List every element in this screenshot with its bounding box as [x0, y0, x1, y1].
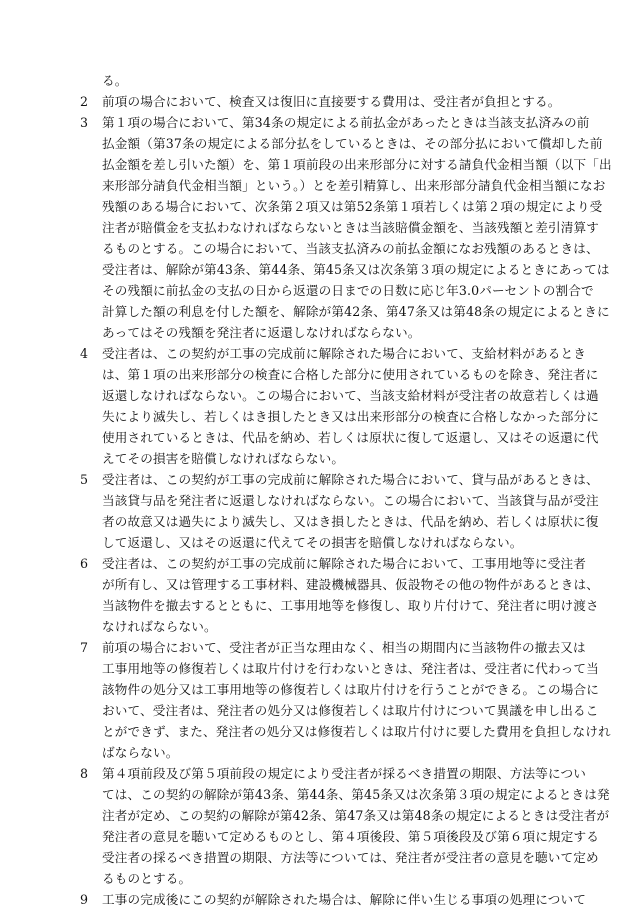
paragraph-text: 工事の完成後にこの契約が解除された場合は、解除に伴い生じる事項の処理について	[102, 892, 587, 907]
paragraph-number: 9	[80, 892, 89, 907]
paragraph-text: る。	[102, 73, 128, 88]
paragraph-text: 受注者は、この契約が工事の完成前に解除された場合において、支給材料があるとき	[102, 346, 587, 361]
text-line	[80, 280, 594, 301]
text-line	[80, 868, 560, 889]
paragraph-text: して返還し、又はその返還に代えてその損害を賠償しなければならない。	[102, 535, 523, 550]
text-line	[80, 595, 599, 616]
paragraph-text: なければならない。	[102, 619, 217, 634]
text-line	[80, 133, 603, 154]
text-line	[80, 364, 599, 385]
text-line	[80, 196, 603, 217]
paragraph-number: 8	[80, 766, 89, 781]
text-line	[80, 259, 610, 280]
paragraph-text: えてその損害を賠償しなければならない。	[102, 451, 345, 466]
paragraph-text: 前項の場合において、受注者が正当な理由なく、相当の期間内に当該物件の撤去又は	[102, 640, 586, 655]
paragraph-text: 注者が賠償金を支払わなければならないときは当該賠償金額を、当該残額と差引清算す	[102, 220, 600, 235]
paragraph-text: 使用されているときは、代品を納め、若しくは原状に復して返還し、又はその返還に代	[102, 430, 599, 445]
paragraph-7	[80, 637, 611, 763]
paragraph-text: ては、この契約の解除が第43条、第44条、第45条又は次条第３項の規定によるときは発	[102, 787, 610, 802]
text-line	[80, 112, 590, 133]
paragraph-text: あってはその残額を発注者に返還しなければならない。	[102, 325, 421, 340]
text-line	[80, 700, 599, 721]
text-line	[80, 70, 560, 91]
paragraph-text: 受注者は、この契約が工事の完成前に解除された場合において、工事用地等に受注者	[102, 556, 587, 571]
paragraph-number: 4	[80, 346, 89, 361]
text-line	[80, 742, 560, 763]
text-line	[80, 406, 600, 427]
paragraph-text: 該物件の処分又は工事用地等の修復若しくは取片付けを行うことができる。この場合に	[102, 682, 600, 697]
paragraph-text: 者の故意又は過失により滅失し、又はき損したときは、代品を納め、若しくは原状に復	[102, 514, 599, 529]
text-line	[80, 91, 560, 112]
text-line	[80, 469, 599, 490]
text-line	[80, 532, 560, 553]
paragraph-text: 前項の場合において、検査又は復旧に直接要する費用は、受注者が負担とする。	[102, 94, 561, 109]
paragraph-5	[80, 469, 599, 553]
paragraph-text: 第１項の場合において、第34条の規定による前払金があったときは当該支払済みの前	[102, 115, 590, 130]
text-line	[80, 847, 599, 868]
paragraph-8	[80, 763, 610, 889]
text-line	[80, 385, 599, 406]
text-line	[80, 427, 599, 448]
text-line	[80, 322, 560, 343]
paragraph-text: 返還しなければならない。この場合において、当該支給材料が受注者の故意若しくは過	[102, 388, 599, 403]
paragraph-text: 受注者の採るべき措置の期限、方法等については、発注者が受注者の意見を聴いて定め	[102, 850, 599, 865]
text-line	[80, 616, 560, 637]
paragraph-text: 第４項前段及び第５項前段の規定により受注者が採るべき措置の期限、方法等につい	[102, 766, 587, 781]
paragraph-text: 当該物件を撤去するとともに、工事用地等を修復し、取り片付けて、発注者に明け渡さ	[102, 598, 599, 613]
paragraph-9	[80, 889, 587, 910]
paragraph-number: 3	[80, 115, 89, 130]
paragraph-text: 残額のある場合において、次条第２項又は第52条第１項若しくは第２項の規定により受	[102, 199, 603, 214]
paragraph-text: ばならない。	[102, 745, 179, 760]
text-line	[80, 763, 587, 784]
text-line	[80, 238, 599, 259]
text-line	[80, 217, 600, 238]
paragraph-text: 失により滅失し、若しくはき損したとき又は出来形部分の検査に合格しなかった部分に	[102, 409, 600, 424]
text-line	[80, 826, 600, 847]
paragraph-text: 払金額を差し引いた額）を、第１項前段の出来形部分に対する請負代金相当額（以下「出	[102, 157, 612, 172]
text-line	[80, 343, 587, 364]
text-line	[80, 805, 610, 826]
paragraph-text: るものとする。この場合において、当該支払済みの前払金額になお残額のあるときは、	[102, 241, 599, 256]
paragraph-text: 工事用地等の修復若しくは取片付けを行わないときは、発注者は、受注者に代わって当	[102, 661, 599, 676]
text-line	[80, 448, 560, 469]
paragraph-4	[80, 343, 600, 469]
paragraph-text: おいて、受注者は、発注者の処分又は修復若しくは取片付けについて異議を申し出るこ	[102, 703, 599, 718]
text-line	[80, 511, 599, 532]
paragraph-2	[80, 91, 560, 112]
text-line	[80, 658, 599, 679]
paragraph-text: 受注者は、この契約が工事の完成前に解除された場合において、貸与品があるときは、	[102, 472, 599, 487]
paragraph-number: 2	[80, 94, 89, 109]
paragraph-text: その残額に前払金の支払の日から返還の日までの日数に応じ年3.0パーセントの割合で	[102, 283, 594, 298]
paragraph-6	[80, 553, 600, 637]
text-line	[80, 721, 611, 742]
text-line	[80, 784, 610, 805]
paragraph-text: とができず、また、発注者の処分又は修復若しくは取片付けに要した費用を負担しなけれ	[102, 724, 611, 739]
paragraph-text: は、第１項の出来形部分の検査に合格した部分に使用されているものを除き、発注者に	[102, 367, 599, 382]
paragraph-text: 発注者の意見を聴いて定めるものとし、第４項後段、第５項後段及び第６項に規定する	[102, 829, 600, 844]
text-line	[80, 154, 612, 175]
paragraph-text: るものとする。	[102, 871, 192, 886]
document-page	[80, 70, 612, 910]
text-line	[80, 301, 610, 322]
text-line	[80, 574, 600, 595]
text-line	[80, 175, 606, 196]
paragraph-number: 7	[80, 640, 89, 655]
paragraph-text: 注者が定め、この契約の解除が第42条、第47条又は第48条の規定によるときは受注者が	[102, 808, 610, 823]
text-line	[80, 553, 587, 574]
paragraph-text: 来形部分請負代金相当額」という。）とを差引精算し、出来形部分請負代金相当額になお	[102, 178, 606, 193]
paragraph-text: 計算した額の利息を付した額を、解除が第42条、第47条又は第48条の規定によるときに	[102, 304, 610, 319]
paragraph-number: 6	[80, 556, 89, 571]
text-line	[80, 679, 600, 700]
paragraph-text: が所有し、又は管理する工事材料、建設機械器具、仮設物その他の物件があるときは、	[102, 577, 600, 592]
text-line	[80, 490, 599, 511]
paragraph-continuation	[80, 70, 560, 91]
text-line	[80, 637, 586, 658]
text-line	[80, 889, 587, 910]
paragraph-text: 当該貸与品を発注者に返還しなければならない。この場合において、当該貸与品が受注	[102, 493, 599, 508]
paragraph-3	[80, 112, 612, 343]
paragraph-number: 5	[80, 472, 89, 487]
paragraph-text: 受注者は、解除が第43条、第44条、第45条又は次条第３項の規定によるときにあっては	[102, 262, 610, 277]
paragraph-text: 払金額（第37条の規定による部分払をしているときは、その部分払において償却した前	[102, 136, 603, 151]
